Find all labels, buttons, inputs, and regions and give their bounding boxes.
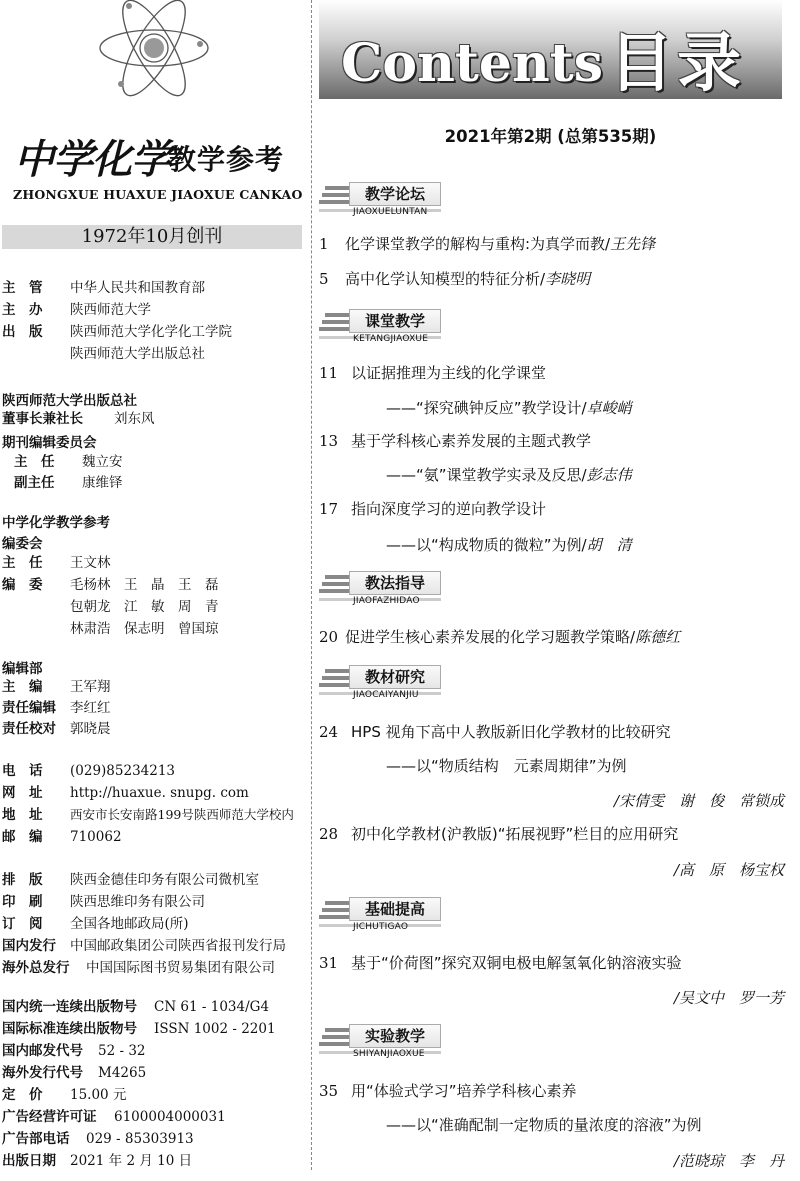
section-header [319, 665, 449, 705]
toc-subtitle[interactable]: ——“氨”课堂教学实录及反思/彭志伟 [386, 466, 632, 484]
board-row: 林肃浩 保志明 曾国琼 [70, 621, 219, 637]
editorial-row: 责任编辑 李红红 [2, 700, 111, 716]
toc-entry[interactable]: 28 初中化学教材(沪教版)“拓展视野”栏目的应用研究 [319, 825, 679, 843]
code-row: 广告经营许可证 6100004000031 [2, 1109, 226, 1125]
board-heading: 中学化学教学参考 [2, 515, 110, 531]
toc-subtitle[interactable]: ——以“物质结构 元素周期律”为例 [386, 757, 627, 775]
code-row: 海外发行代号 M4265 [2, 1065, 147, 1081]
toc-authors: /吴文中 罗一芳 [673, 989, 784, 1007]
toc-authors: /宋倩雯 谢 俊 常锁成 [613, 792, 784, 810]
committee-row: 主 任 魏立安 [14, 454, 123, 470]
section-pinyin: JIAOXUELUNTAN [353, 207, 428, 217]
masthead-row: 出 版 陕西师范大学化学化工学院 [2, 324, 232, 340]
code-row: 定 价 15.00 元 [2, 1087, 127, 1103]
section-pinyin: SHIYANJIAOXUE [353, 1049, 425, 1059]
contact-row: 地 址 西安市长安南路199号陕西师范大学校内 [2, 807, 294, 823]
code-row: 国内邮发代号 52 - 32 [2, 1043, 146, 1059]
code-row: 广告部电话 029 - 85303913 [2, 1131, 194, 1147]
press-heading: 陕西师范大学出版总社 [2, 393, 137, 409]
journal-title-pinyin: ZHONGXUE HUAXUE JIAOXUE CANKAO [13, 187, 303, 202]
section-header [319, 897, 449, 937]
toc-entry[interactable]: 31 基于“价荷图”探究双铜电极电解氢氧化钠溶液实验 [319, 954, 682, 972]
contact-row: 邮 编 710062 [2, 829, 122, 845]
toc-entry[interactable]: 5 高中化学认知模型的特征分析/李晓明 [319, 270, 591, 288]
section-title: 教材研究 [349, 665, 441, 689]
masthead-row: 主 管 中华人民共和国教育部 [2, 280, 205, 296]
committee-heading: 期刊编辑委员会 [2, 435, 97, 451]
contents-banner-title: Contents目录 [341, 26, 746, 101]
board-row: 包朝龙 江 敏 周 青 [70, 599, 219, 615]
section-pinyin: JIAOFAZHIDAO [353, 596, 420, 606]
editorial-heading: 编辑部 [2, 661, 43, 677]
section-header [319, 309, 449, 349]
toc-authors: /范晓琼 李 丹 [673, 1152, 784, 1170]
printing-row: 订 阅 全国各地邮政局(所) [2, 916, 189, 932]
toc-entry[interactable]: 11 以证据推理为主线的化学课堂 [319, 364, 547, 382]
toc-subtitle[interactable]: ——以“准确配制一定物质的量浓度的溶液”为例 [386, 1116, 702, 1134]
founded-banner: 1972年10月创刊 [2, 225, 302, 249]
code-row: 国际标准连续出版物号 ISSN 1002 - 2201 [2, 1021, 276, 1037]
section-pinyin: KETANGJIAOXUE [353, 334, 429, 344]
section-title: 实验教学 [349, 1024, 441, 1048]
section-title: 教学论坛 [349, 182, 441, 206]
printing-row: 海外总发行 中国国际图书贸易集团有限公司 [2, 960, 275, 976]
toc-subtitle[interactable]: ——“探究碘钟反应”教学设计/卓峻峭 [386, 399, 632, 417]
printing-row: 排 版 陕西金德佳印务有限公司微机室 [2, 872, 259, 888]
toc-subtitle[interactable]: ——以“构成物质的微粒”为例/胡 清 [386, 536, 632, 554]
journal-title-cn: 中学化学 [14, 136, 170, 183]
code-row: 出版日期 2021 年 2 月 10 日 [2, 1153, 193, 1169]
code-row: 国内统一连续出版物号 CN 61 - 1034/G4 [2, 999, 270, 1015]
toc-entry[interactable]: 20 促进学生核心素养发展的化学习题教学策略/陈德红 [319, 628, 681, 646]
toc-entry[interactable]: 1 化学课堂教学的解构与重构:为真学而教/王先锋 [319, 235, 656, 253]
section-pinyin: JICHUTIGAO [353, 922, 409, 932]
press-row: 董事长兼社长 刘东风 [2, 411, 155, 427]
issue-number: 2021年第2期 (总第535期) [444, 127, 657, 146]
toc-entry[interactable]: 24 HPS 视角下高中人教版新旧化学教材的比较研究 [319, 723, 671, 741]
toc-entry[interactable]: 17 指向深度学习的逆向教学设计 [319, 500, 547, 518]
printing-row: 国内发行 中国邮政集团公司陕西省报刊发行局 [2, 938, 286, 954]
section-header [319, 182, 449, 222]
editorial-row: 责任校对 郭晓晨 [2, 721, 111, 737]
toc-entry[interactable]: 13 基于学科核心素养发展的主题式教学 [319, 432, 592, 450]
toc-entry[interactable]: 35 用“体验式学习”培养学科核心素养 [319, 1082, 577, 1100]
contents-banner [319, 0, 782, 99]
section-header [319, 571, 449, 611]
section-title: 课堂教学 [349, 309, 441, 333]
printing-row: 印 刷 陕西思维印务有限公司 [2, 894, 205, 910]
contact-row: 电 话 (029)85234213 [2, 763, 176, 779]
committee-row: 副主任 康维铎 [14, 475, 123, 491]
section-title: 教法指导 [349, 571, 441, 595]
contact-row: 网 址 http://huaxue. snupg. com [2, 785, 249, 801]
board-subheading: 编委会 [2, 536, 43, 552]
masthead-row: 陕西师范大学出版总社 [70, 346, 205, 362]
section-pinyin: JIAOCAIYANJIU [353, 690, 419, 700]
board-row: 主 任 王文林 [2, 555, 111, 571]
editorial-row: 主 编 王军翔 [2, 679, 111, 695]
masthead-column [0, 0, 308, 1181]
toc-authors: /高 原 杨宝权 [673, 861, 784, 879]
masthead-row: 主 办 陕西师范大学 [2, 302, 151, 318]
board-row: 编 委 毛杨林 王 晶 王 磊 [2, 577, 219, 593]
atom-logo-icon [96, 0, 212, 118]
column-divider [311, 0, 312, 1170]
section-header [319, 1024, 449, 1064]
journal-title-cn2: 教学参考 [168, 143, 285, 176]
section-title: 基础提高 [349, 897, 441, 921]
